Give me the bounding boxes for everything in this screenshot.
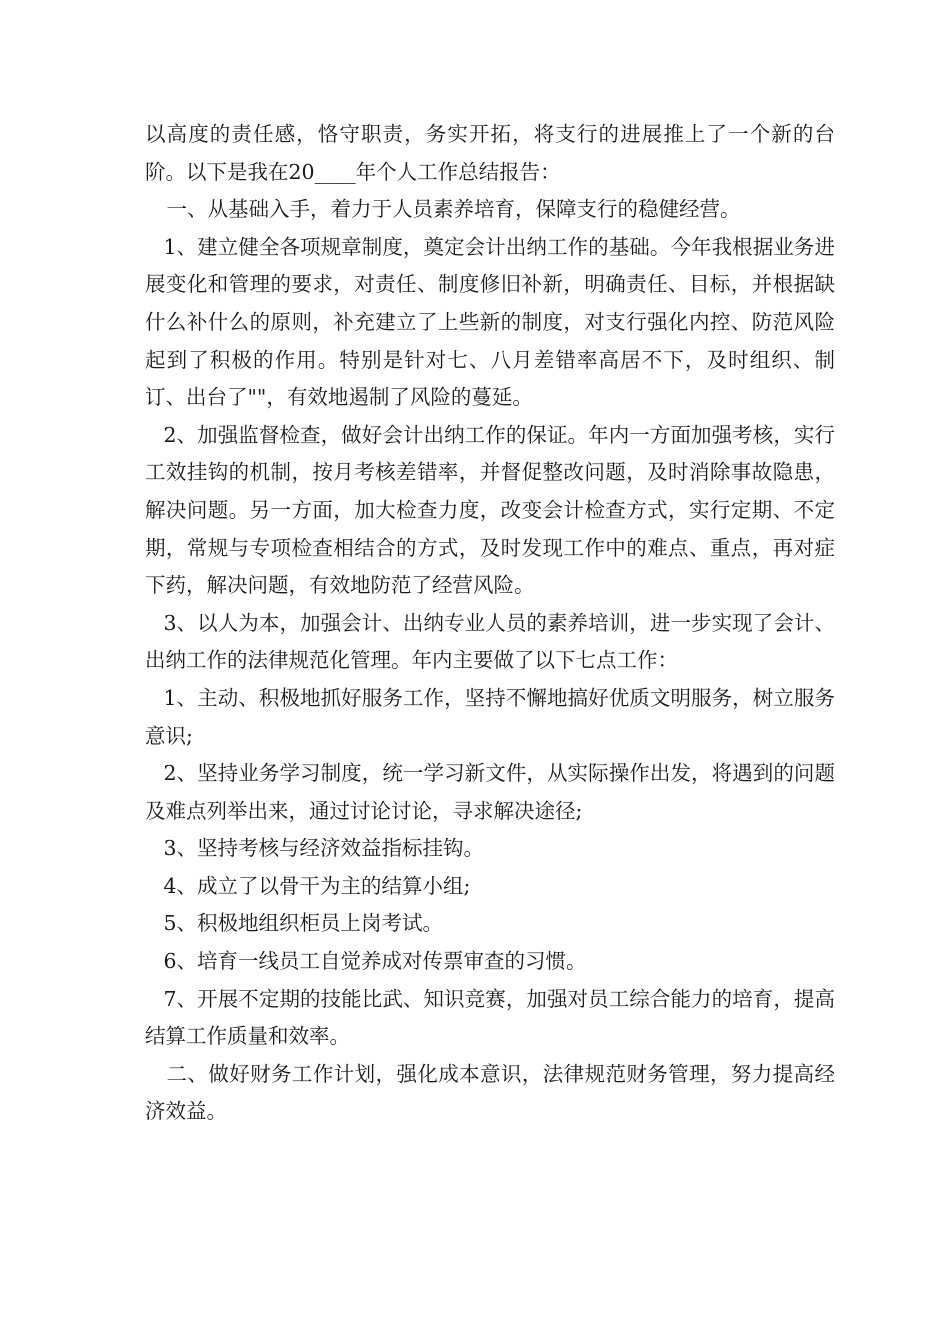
list-item-3: 3、坚持考核与经济效益指标挂钩。 (163, 836, 484, 861)
section-heading-1: 一、从基础入手，着力于人员素养培育，保障支行的稳健经营。 (166, 197, 741, 222)
list-item-4: 4、成立了以骨干为主的结算小组; (163, 873, 471, 898)
paragraph-item-2: 2、加强监督检查，做好会计出纳工作的保证。年内一方面加强考核，实行工效挂钩的机制，按月考核差错率，并督促整改问题，及时消除事故隐患，解决问题。另一方面，加大检查力度，改变会计检查方式，实行定期、不定期，常规与专项检查相结合的方式，及时发现工作中的难点、重点，再对症下药，解决问题，有效地防范了经营风险。 (145, 422, 835, 598)
list-item-2: 2、坚持业务学习制度，统一学习新文件，从实际操作出发，将遇到的问题及难点列举出来，通过讨论讨论，寻求解决途径; (145, 761, 835, 823)
document-body (145, 116, 835, 1131)
list-item-5: 5、积极地组织柜员上岗考试。 (163, 911, 443, 936)
paragraph-item-1: 1、建立健全各项规章制度，奠定会计出纳工作的基础。今年我根据业务进展变化和管理的要求，对责任、制度修旧补新，明确责任、目标，并根据缺什么补什么的原则，补充建立了上些新的制度，对支行强化内控、防范风险起到了积极的作用。特别是针对七、八月差错率高居不下，及时组织、制订、出台了""，有效地遏制了风险的蔓延。 (145, 234, 835, 410)
list-item-7: 7、开展不定期的技能比武、知识竞赛，加强对员工综合能力的培育，提高结算工作质量和效率。 (145, 986, 835, 1049)
intro-paragraph: 以高度的责任感，恪守职责，务实开拓，将支行的进展推上了一个新的台阶。以下是我在20____年个人工作总结报告： (145, 122, 835, 184)
list-item-1: 1、主动、积极地抓好服务工作，坚持不懈地搞好优质文明服务，树立服务意识; (145, 685, 835, 748)
paragraph-item-3: 3、以人为本，加强会计、出纳专业人员的素养培训，进一步实现了会计、出纳工作的法律规范化管理。年内主要做了以下七点工作： (145, 610, 835, 673)
section-heading-2: 二、做好财务工作计划，强化成本意识，法律规范财务管理，努力提高经济效益。 (145, 1061, 835, 1124)
list-item-6: 6、培育一线员工自觉养成对传票审查的习惯。 (163, 949, 587, 974)
